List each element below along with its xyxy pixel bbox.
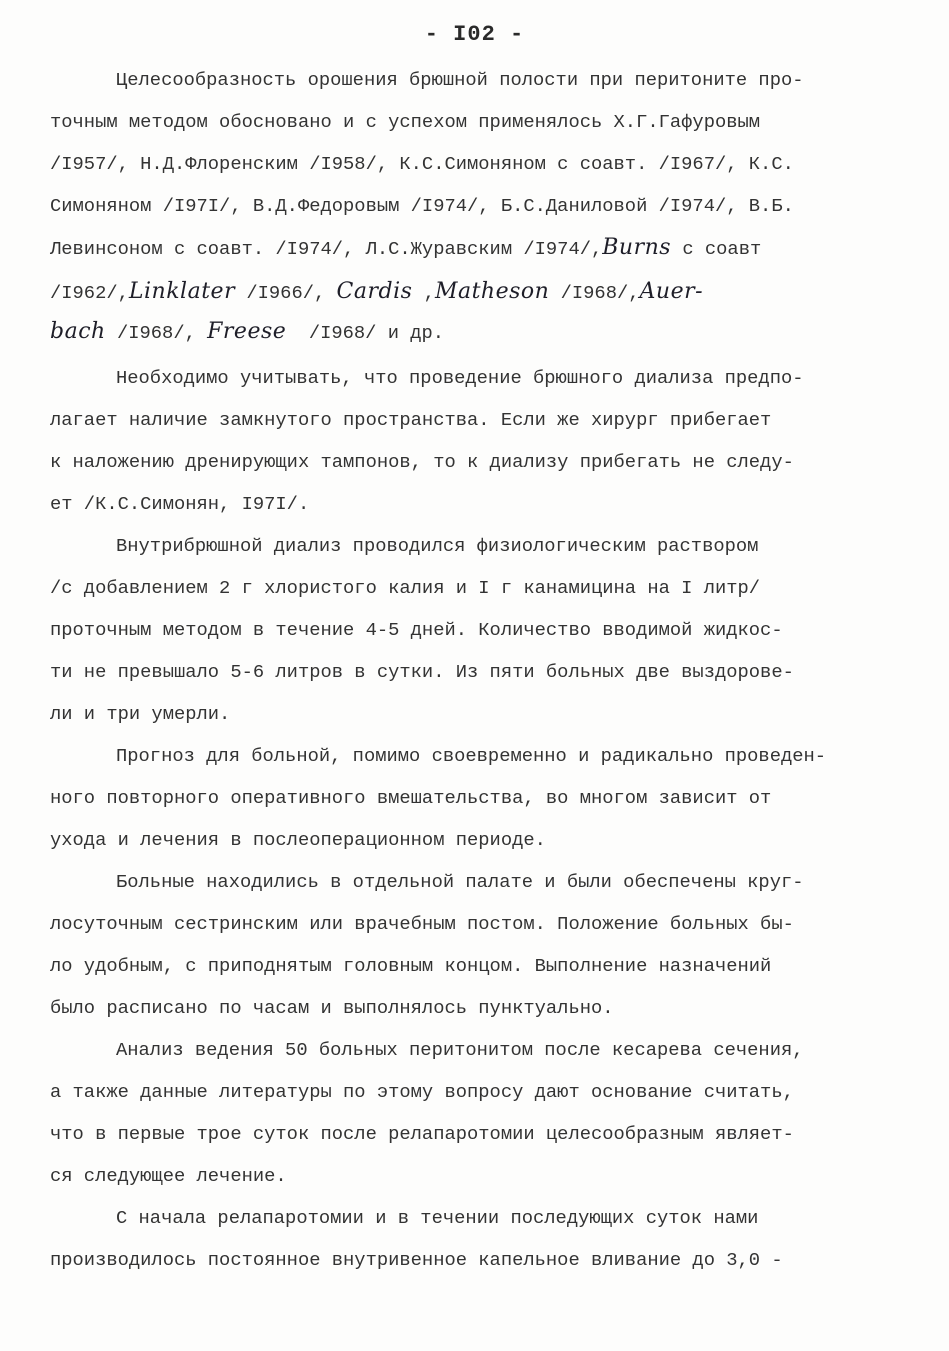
- typed-text: лосуточным сестринским или врачебным постом. Положение больных бы-: [50, 913, 794, 935]
- typed-text: лагает наличие замкнутого пространства. Если же хирург прибегает: [50, 409, 772, 431]
- typed-text: /с добавлением 2 г хлористого калия и I г канамицина на I литр/: [50, 577, 761, 599]
- typed-text: ного повторного оперативного вмешательства, во многом зависит от: [50, 787, 772, 809]
- text-line: [50, 1076, 794, 1108]
- handwritten-name: bach: [50, 319, 106, 344]
- typed-text: /I966/,: [235, 282, 337, 304]
- text-line: [50, 824, 546, 856]
- handwritten-name: Cardis: [336, 279, 413, 304]
- handwritten-name: Freese: [207, 319, 287, 344]
- typed-text: с соавт: [671, 238, 762, 260]
- typed-text: Левинсоном с соавт. /I974/, Л.С.Журавским /I974/,: [50, 238, 603, 260]
- text-line: [116, 866, 804, 898]
- typed-text: /I968/,: [549, 282, 640, 304]
- typed-text: ухода и лечения в послеоперационном периоде.: [50, 829, 546, 851]
- text-line: [116, 362, 804, 394]
- typed-text: Анализ ведения 50 больных перитонитом после кесарева сечения,: [116, 1039, 804, 1061]
- text-line: [50, 698, 230, 730]
- text-line: [50, 1160, 287, 1192]
- text-line: [50, 488, 309, 520]
- typed-text: /I968/,: [105, 322, 208, 344]
- typed-text: ,: [412, 282, 435, 304]
- text-line: [50, 446, 794, 478]
- handwritten-name: Burns: [602, 235, 672, 260]
- text-line: [50, 316, 444, 348]
- typed-text: ет /К.С.Симонян, I97I/.: [50, 493, 310, 515]
- typed-text: ся следующее лечение.: [50, 1165, 287, 1187]
- typed-text: /I957/, Н.Д.Флоренским /I958/, К.С.Симоняном с соавт. /I967/, К.С.: [50, 153, 794, 175]
- typed-text: Симоняном /I97I/, В.Д.Федоровым /I974/, Б.С.Даниловой /I974/, В.Б.: [50, 195, 794, 217]
- typed-text: Необходимо учитывать, что проведение брюшного диализа предпо-: [116, 367, 804, 389]
- typed-text: было расписано по часам и выполнялось пунктуально.: [50, 997, 614, 1019]
- typed-text: Прогноз для больной, помимо своевременно и радикально проведен-: [116, 745, 827, 767]
- text-line: [116, 530, 758, 562]
- typed-text: ло удобным, с приподнятым головным концом. Выполнение назначений: [50, 955, 772, 977]
- text-line: [50, 148, 794, 180]
- typed-text: Целесообразность орошения брюшной полости при перитоните про-: [116, 69, 804, 91]
- handwritten-name: Linklater: [128, 279, 236, 304]
- text-line: [50, 190, 794, 222]
- text-line: [50, 1118, 794, 1150]
- page-number: - I02 -: [424, 22, 525, 47]
- text-line: [50, 572, 760, 604]
- handwritten-name: Matheson: [434, 279, 550, 304]
- typed-text: производилось постоянное внутривенное капельное вливание до 3,0 -: [50, 1249, 783, 1271]
- typed-text: ли и три умерли.: [50, 703, 231, 725]
- typed-text: Внутрибрюшной диализ проводился физиологическим раствором: [116, 535, 759, 557]
- text-line: [50, 106, 760, 138]
- typed-text: а также данные литературы по этому вопросу дают основание считать,: [50, 1081, 794, 1103]
- typed-text: к наложению дренирующих тампонов, то к диализу прибегать не следу-: [50, 451, 794, 473]
- typed-text: /I968/ и др.: [286, 322, 445, 344]
- typed-text: /I962/,: [50, 282, 129, 304]
- typed-text: Больные находились в отдельной палате и были обеспечены круг-: [116, 871, 804, 893]
- text-line: [116, 1202, 758, 1234]
- text-line: [50, 656, 794, 688]
- handwritten-name: Auer-: [639, 279, 704, 304]
- text-line: [50, 950, 771, 982]
- text-line: [116, 64, 804, 96]
- text-line: [50, 232, 761, 264]
- text-line: [116, 740, 826, 772]
- typed-text: что в первые трое суток после релапаротомии целесообразным являет-: [50, 1123, 794, 1145]
- typed-text: ти не превышало 5-6 литров в сутки. Из пяти больных две выздорове-: [50, 661, 794, 683]
- typed-text: С начала релапаротомии и в течении последующих суток нами: [116, 1207, 759, 1229]
- text-line: [50, 276, 703, 308]
- text-line: [116, 1034, 804, 1066]
- text-line: [50, 782, 771, 814]
- text-line: [50, 908, 794, 940]
- text-line: [50, 1244, 783, 1276]
- text-line: [50, 992, 614, 1024]
- typed-text: точным методом обосновано и с успехом применялось Х.Г.Гафуровым: [50, 111, 761, 133]
- text-line: [50, 404, 771, 436]
- text-line: [50, 614, 783, 646]
- typed-text: проточным методом в течение 4-5 дней. Количество вводимой жидкос-: [50, 619, 783, 641]
